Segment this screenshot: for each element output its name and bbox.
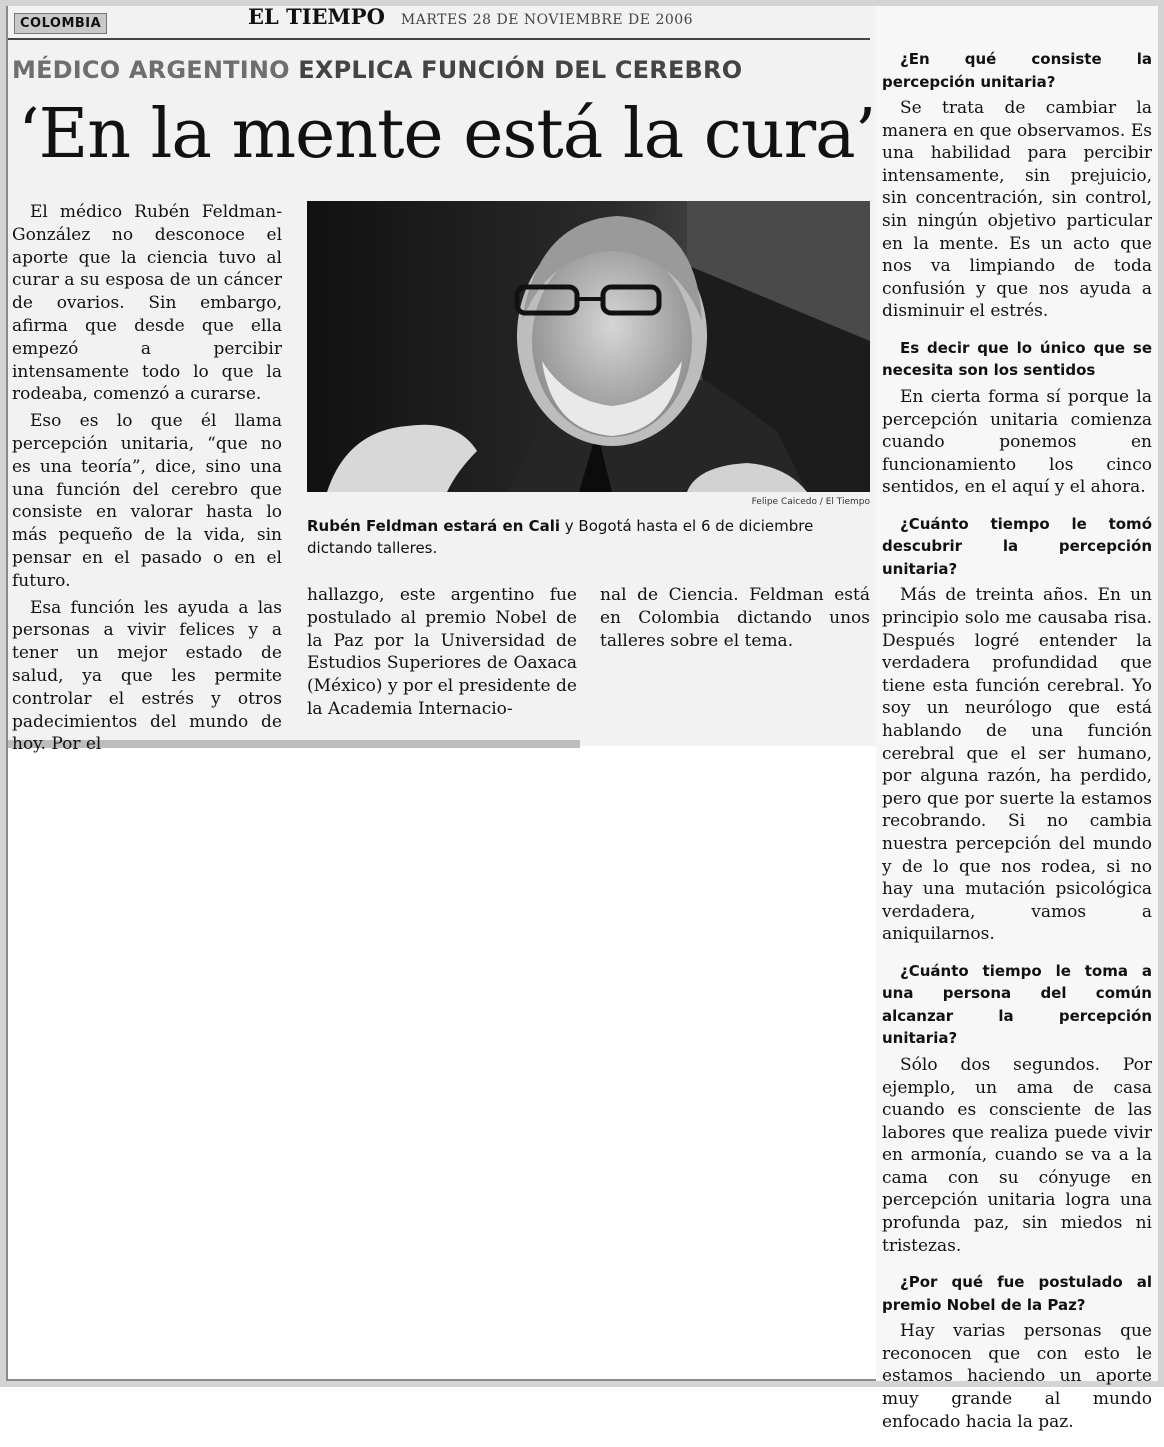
question: ¿Cuánto tiempo le tomó descubrir la percepción unitaria? <box>882 514 1152 578</box>
qa-item <box>882 960 1152 1257</box>
dateline: MARTES 28 DE NOVIEMBRE DE 2006 <box>400 12 694 28</box>
question: ¿En qué consiste la percepción unitaria? <box>882 50 1152 91</box>
paragraph: nal de Ciencia. Feldman está en Colombia dictando unos talleres sobre el tema. <box>600 585 870 651</box>
question: ¿Por qué fue postulado al premio Nobel de la Paz? <box>882 1273 1152 1314</box>
masthead <box>248 4 693 29</box>
paragraph: Eso es lo que él llama percepción unitaria, “que no es una teoría”, dice, sino una una función del cerebro que consiste en valorar hasta lo más pequeño de la vida, sin pensar en el pasado o en el futuro. <box>12 411 282 591</box>
paragraph: Esa función les ayuda a las personas a vivir felices y a tener un mejor estado de salud, ya que les permite controlar el estrés y otros padecimientos del mundo de hoy. Por el <box>12 597 282 755</box>
caption-lead: Rubén Feldman estará en Cali <box>307 517 561 535</box>
qa-item <box>882 513 1152 946</box>
masthead-rule <box>8 38 870 40</box>
interview-column <box>882 48 1152 1447</box>
photo-credit: Felipe Caicedo / El Tiempo <box>751 497 870 507</box>
qa-item <box>882 337 1152 499</box>
kicker-part-2: EXPLICA FUNCIÓN DEL CEREBRO <box>298 56 743 84</box>
answer: Se trata de cambiar la manera en que observamos. Es una habilidad para percibir intensamente, sin prejuicio, sin concentración, sin control, sin ningún objetivo particular en la mente. Es un acto que nos va limpiando de toda confusión y que nos ayuda a disminuir el estrés. <box>882 98 1152 322</box>
body-column-1 <box>12 201 282 756</box>
newspaper-name: EL TIEMPO <box>248 4 385 29</box>
answer: Hay varias personas que reconocen que con esto le estamos haciendo un aporte muy grande al mundo enfocado hacia la paz. <box>882 1321 1152 1432</box>
answer: Más de treinta años. En un principio solo me causaba risa. Después logré entender la verdadera profundidad que tiene esta función cerebral. Yo soy un neurólogo que está hablando de una función cerebral que el ser humano, por alguna razón, ha perdido, pero que por suerte la estamos recobrando. Si no cambia nuestra percepción del mundo y de lo que nos rodea, si no hay una mutación psicológica verdadera, vamos a aniquilarnos. <box>882 585 1152 945</box>
body-column-3 <box>600 584 870 652</box>
qa-item <box>882 48 1152 323</box>
question: ¿Cuánto tiempo le toma a una persona del común alcanzar la percepción unitaria? <box>882 961 1152 1048</box>
section-tag: COLOMBIA <box>14 13 107 34</box>
paragraph: El médico Rubén Feldman-González no desconoce el aporte que la ciencia tuvo al curar a su esposa de un cáncer de ovarios. Sin embargo, afirma que desde que ella empezó a percibir intensamente todo lo que la rodeaba, comenzó a curarse. <box>12 202 282 405</box>
photo-caption <box>307 515 873 559</box>
question: Es decir que lo único que se necesita son los sentidos <box>882 338 1152 380</box>
paragraph: hallazgo, este argentino fue postulado al premio Nobel de la Paz por la Universidad de Estudios Superiores de Oaxaca (México) y por el presidente de la Academia Internacio- <box>307 585 577 719</box>
kicker-part-1: MÉDICO ARGENTINO <box>12 56 290 84</box>
answer: Sólo dos segundos. Por ejemplo, un ama de casa cuando es consciente de las labores que realiza puede vivir en armonía, cuando se va a la cama con su cónyuge en percepción unitaria logra una profunda paz, sin miedos ni tristezas. <box>882 1054 1152 1256</box>
body-column-2 <box>307 584 577 721</box>
portrait-photo <box>307 201 870 492</box>
qa-item <box>882 1271 1152 1433</box>
caption-text: y Bogotá hasta el 6 de diciembre dictando talleres. <box>307 517 814 557</box>
headline: ‘En la mente está la cura’ <box>18 95 876 174</box>
answer: En cierta forma sí porque la percepción unitaria comienza cuando ponemos en funcionamiento los cinco sentidos, en el aquí y el ahora. <box>882 386 1152 498</box>
kicker <box>12 56 872 84</box>
